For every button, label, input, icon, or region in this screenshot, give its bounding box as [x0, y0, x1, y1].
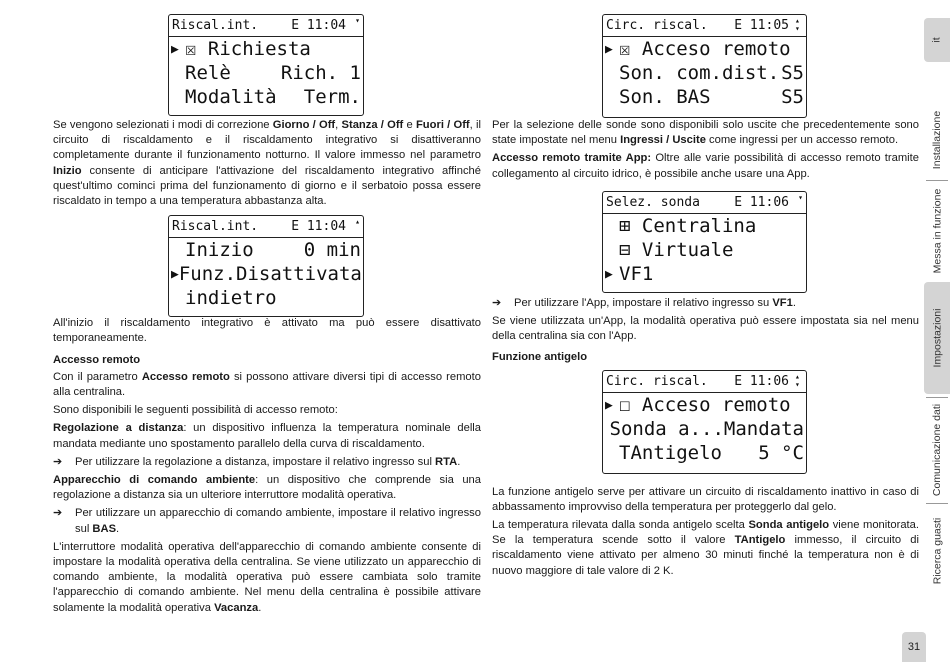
tab-divider [926, 180, 948, 181]
lcd-row-label: Relè [185, 62, 231, 84]
scroll-arrow-icon: ▾ [798, 193, 803, 202]
lcd-row-value: Disattivata [236, 263, 362, 285]
lcd-time: E 11:05 [734, 18, 789, 33]
scroll-arrow-icon: ▴ [355, 217, 360, 226]
lcd-riscal-int-richiesta [168, 14, 364, 116]
lcd-spacer [492, 368, 919, 485]
lcd-row-label: Inizio [185, 239, 254, 261]
heading-accesso-remoto: Accesso remoto [53, 353, 141, 366]
lcd-row-label: ☒ Richiesta [185, 38, 311, 60]
paragraph-app-modalita: Se viene utilizzata un'App, la modalità operativa può essere impostata sia nel menu della centralina sia con l'App. [492, 315, 919, 343]
paragraph-inizio: All'inizio il riscaldamento integrativo è attivato ma può essere disattivato temporaneamente. [53, 317, 481, 345]
scroll-arrow-icon: ▴▾ [795, 16, 800, 33]
paragraph-apparecchio: Apparecchio di comando ambiente: un dispositivo che comprende sia una regolazione a distanza sia un ulteriore interruttore modalità operativa. [53, 474, 481, 502]
cursor-icon: ▶ [171, 266, 179, 282]
lcd-title: Riscal.int. [172, 219, 259, 234]
lcd-row-value: Rich. 1 [280, 62, 361, 84]
tab-messa-in-funzione[interactable]: Messa in funzione [931, 188, 944, 274]
arrow-right-icon: ➔ [53, 455, 63, 468]
scroll-arrow-icon: ▾ [355, 16, 360, 25]
arrow-right-icon: ➔ [492, 296, 502, 309]
paragraph-antigelo: La funzione antigelo serve per attivare un circuito di riscaldamento inattivo in caso di abbassamento improvviso della temperatura per proteggerlo dal gelo. [492, 485, 919, 513]
paragraph-regolazione: Regolazione a distanza: un dispositivo influenza la temperatura nominale della mandata mediante uno spostamento parallelo della curva di riscaldamento. [53, 422, 482, 450]
cursor-icon: ▶ [605, 266, 613, 282]
lcd-spacer [492, 185, 919, 296]
instruction-rta: ➔ Per utilizzare la regolazione a distanza, impostare il relativo ingresso sul RTA. [53, 455, 481, 470]
cursor-icon: ▶ [605, 397, 613, 413]
paragraph-sonda-antigelo: La temperatura rilevata dalla sonda antigelo scelta Sonda antigelo viene monitorata. Se la temperatura scende sotto il valore TAntigelo immesso, il circuito di riscaldamento viene attivato per almeno 30 minuti finché la temperatura non è di nuovo maggiore di tale valore di 2 K. [492, 519, 919, 577]
lcd-circ-riscal-accesso [602, 14, 807, 118]
lcd-row-value: S5 [781, 86, 804, 108]
cursor-icon: ▶ [171, 41, 179, 57]
tab-installazione[interactable]: Installazione [931, 110, 943, 170]
lcd-row-label: ⊟ Virtuale [619, 239, 734, 261]
tab-ricerca-guasti[interactable]: Ricerca guasti [931, 517, 943, 585]
lcd-row-label: Son. com.dist. [619, 62, 780, 84]
lcd-time: E 11:04 [291, 18, 346, 33]
lcd-row-label: VF1 [619, 263, 654, 285]
paragraph-correzione: Se vengono selezionati i modi di correzione Giorno / Off, Stanza / Off e Fuori / Off, il circuito di riscaldamento e il riscaldamento integrativo si disattiveranno completamente durante il funzionamento notturno. Il valore immesso nel parametro Inizio consente di anticipare l'attivazione del riscaldamento integrativo affinché quest'ultimo cominci prima del funzionamento di giorno e il serbatoio possa essere riscaldato in tempo a una temperatura abbastanza alta. [53, 119, 481, 208]
lcd-row-label: indietro [185, 287, 277, 309]
right-column [492, 118, 919, 582]
lcd-row-value: 5 °C [758, 442, 804, 464]
tab-language[interactable]: it [924, 18, 950, 62]
lcd-time: E 11:06 [734, 195, 789, 210]
lcd-row-label: Modalità [185, 86, 277, 108]
tab-impostazioni[interactable]: Impostazioni [924, 282, 950, 394]
lcd-title: Selez. sonda [606, 195, 700, 210]
paragraph-accesso-param: Con il parametro Accesso remoto si possono attivare diversi tipi di accesso remoto alla centralina. [53, 370, 481, 399]
tab-divider [926, 397, 948, 398]
lcd-row-label: ☐ Acceso remoto [619, 394, 791, 416]
lcd-title: Circ. riscal. [606, 18, 708, 33]
lcd-time: E 11:04 [291, 219, 346, 234]
lcd-row-value: S5 [781, 62, 804, 84]
left-column [53, 118, 481, 619]
lcd-row-label: Funz. [178, 263, 237, 285]
lcd-row-label: TAntigelo [619, 442, 722, 464]
arrow-right-icon: ➔ [53, 507, 63, 520]
lcd-row-value: 0 min [303, 239, 361, 261]
heading-funzione-antigelo: Funzione antigelo [492, 351, 588, 364]
scroll-arrow-icon: ▴▾ [795, 372, 800, 389]
tab-divider [926, 503, 948, 504]
page-number: 31 [902, 632, 926, 662]
lcd-time: E 11:06 [734, 374, 789, 389]
lcd-spacer [53, 212, 481, 316]
lcd-row-label: ⊞ Centralina [619, 215, 757, 237]
lcd-row-label: Son. BAS [619, 86, 711, 108]
paragraph-possibilita: Sono disponibili le seguenti possibilità di accesso remoto: [53, 404, 338, 417]
lcd-title: Riscal.int. [172, 18, 259, 33]
chapter-sidebar [924, 0, 950, 664]
lcd-row-value: Term. [303, 86, 361, 108]
cursor-icon: ▶ [605, 41, 613, 57]
tab-comunicazione-dati[interactable]: Comunicazione dati [931, 403, 943, 497]
lcd-row-label: ☒ Acceso remoto [619, 38, 791, 60]
instruction-vf1: ➔ Per utilizzare l'App, impostare il relativo ingresso su VF1. [492, 296, 919, 311]
lcd-row-value: Mandata [723, 418, 804, 440]
lcd-title: Circ. riscal. [606, 374, 708, 389]
paragraph-interruttore: L'interruttore modalità operativa dell'apparecchio di comando ambiente consente di impostare la modalità operativa della centralina. Se viene utilizzato un apparecchio di comando ambiente, la modalità operativa può essere cambiata solo tramite l'apparecchio di comando ambiente. Nel menu della centralina è possibile attivare solamente la modalità operativa Vacanza. [53, 540, 481, 614]
paragraph-selezione-sonde: Per la selezione delle sonde sono disponibili solo uscite che precedentemente sono state impostate nel menu Ingressi / Uscite come ingressi per un accesso remoto. [492, 119, 919, 147]
lcd-row-label: Sonda a... [609, 418, 724, 440]
instruction-bas: ➔ Per utilizzare un apparecchio di comando ambiente, impostare il relativo ingresso sul BAS. [53, 507, 481, 535]
paragraph-app: Accesso remoto tramite App: Oltre alle varie possibilità di accesso remoto tramite collegamento al circuito idrico, è possibile anche usare una App. [492, 152, 919, 180]
